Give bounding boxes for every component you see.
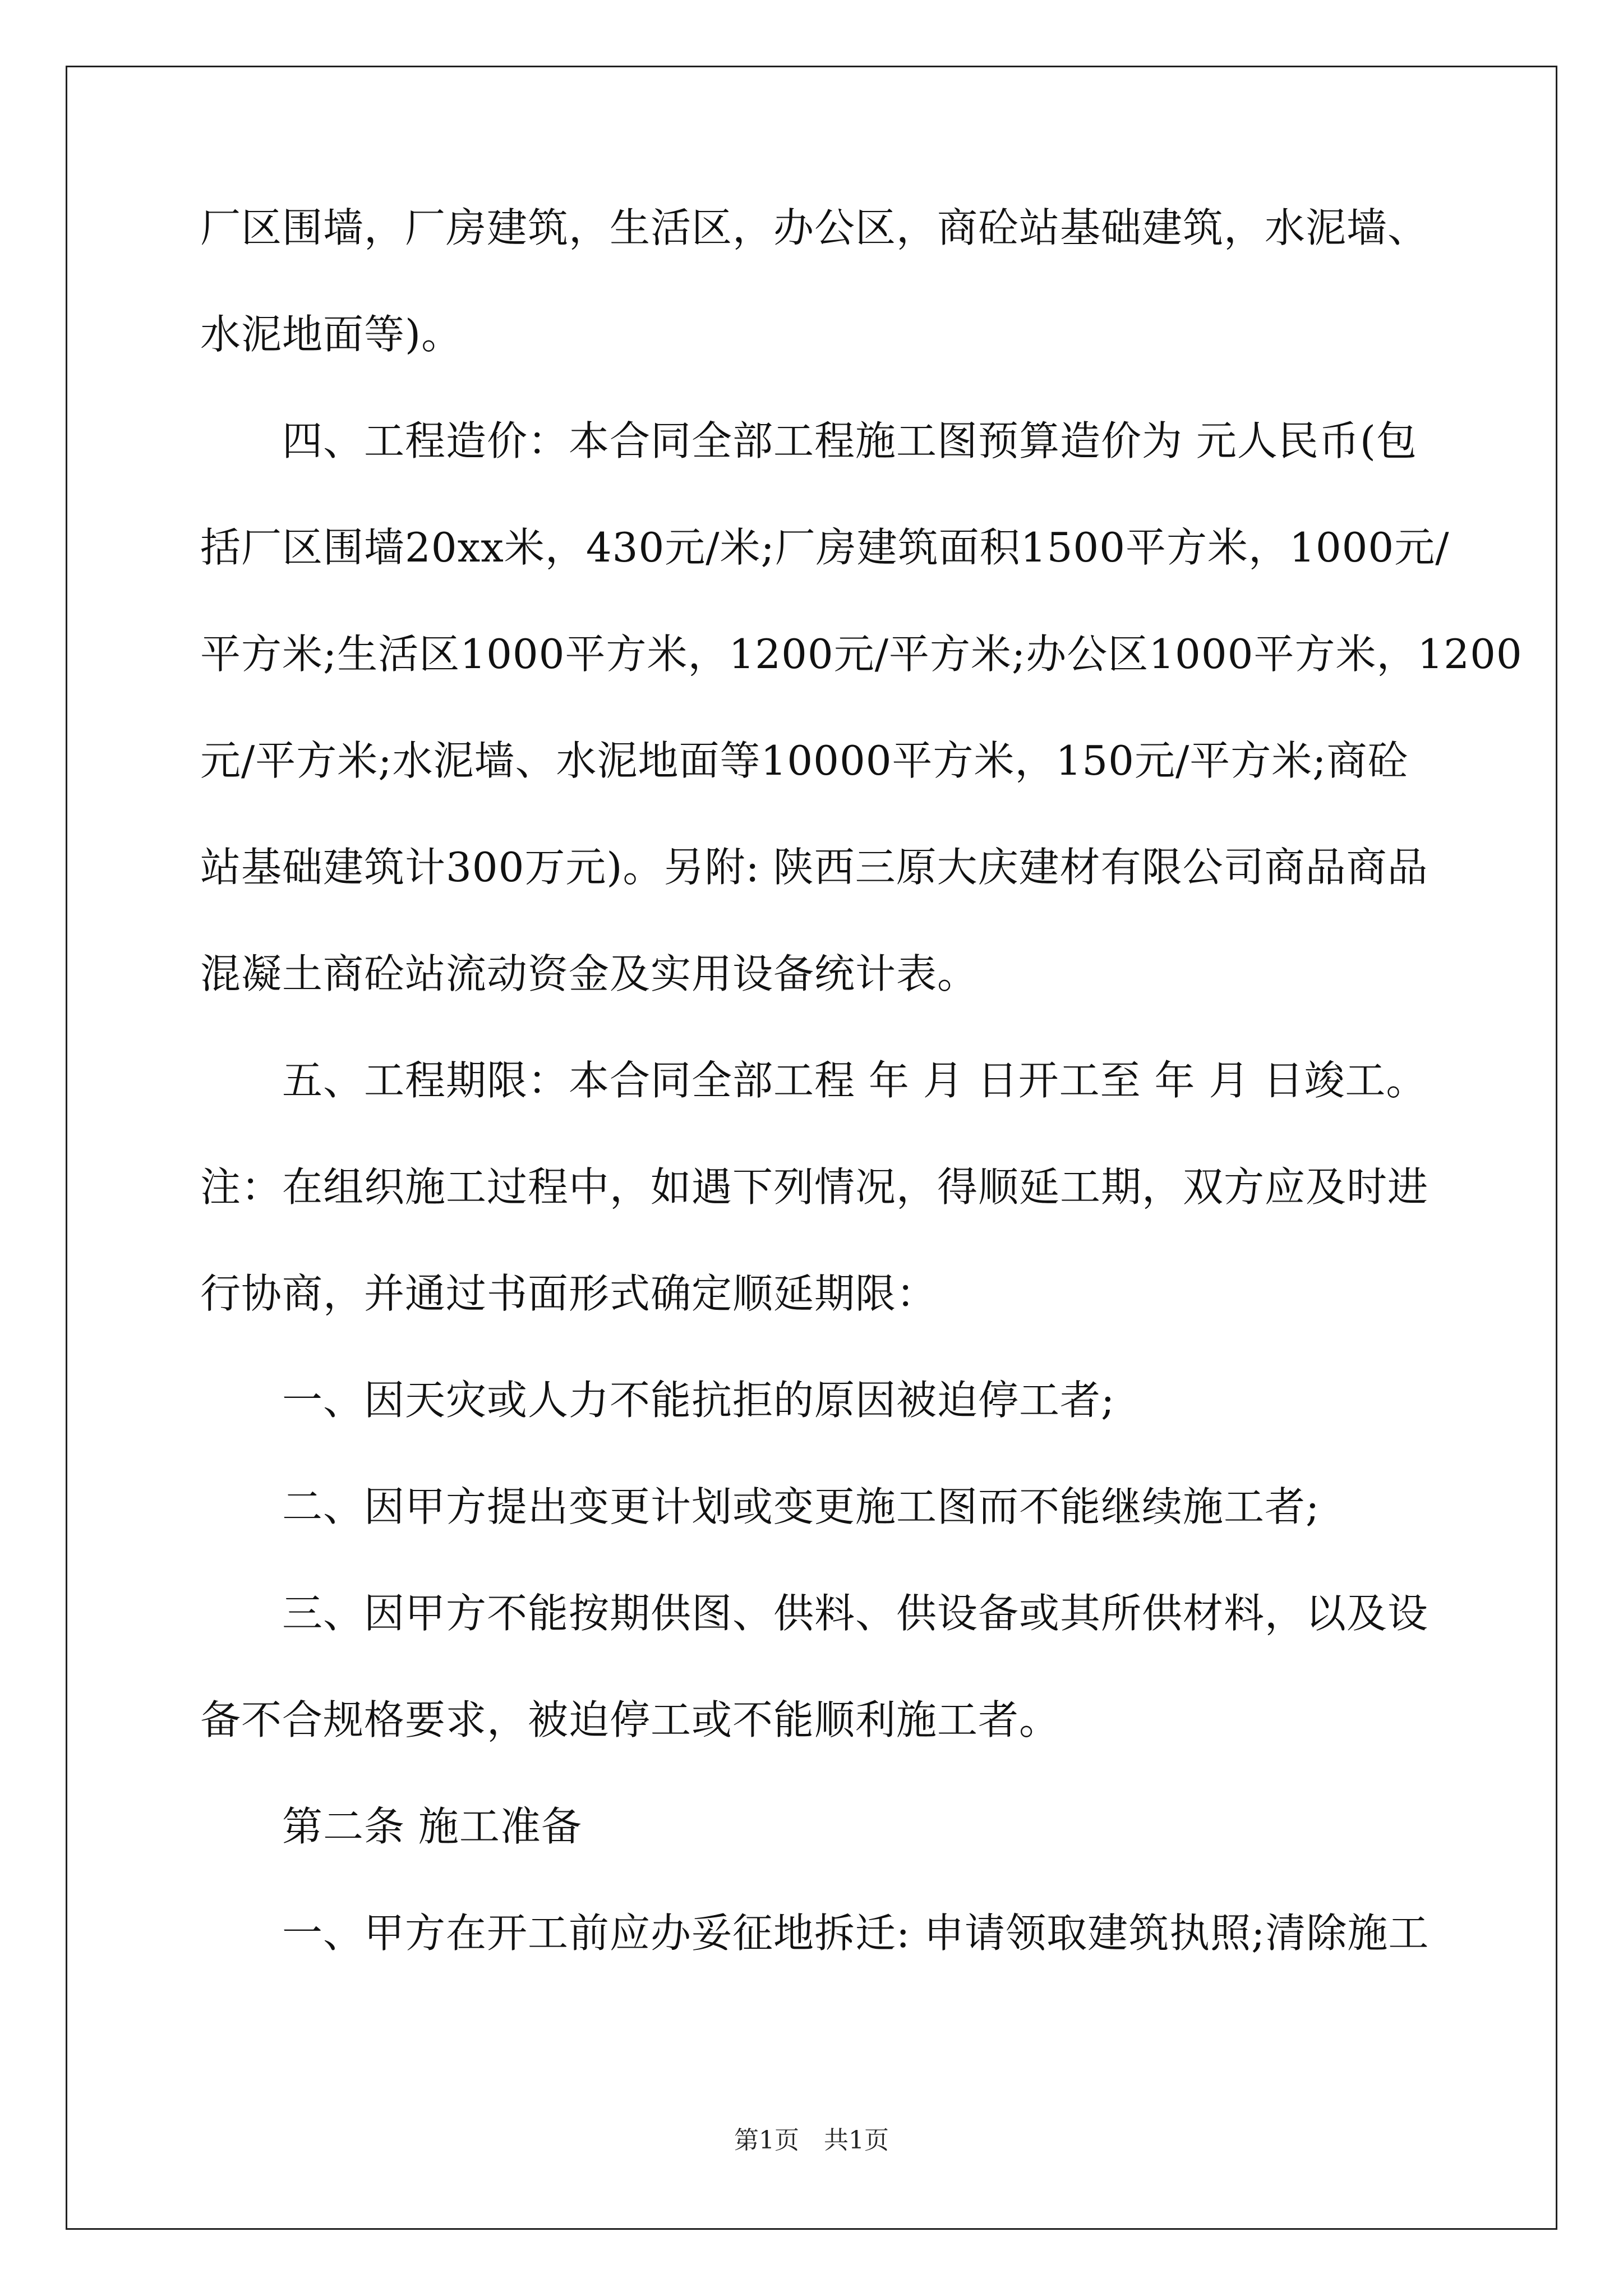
text-line: 注：在组织施工过程中，如遇下列情况，得顺延工期，双方应及时进 <box>200 1163 1429 1211</box>
text-line: 行协商，并通过书面形式确定顺延期限： <box>200 1270 938 1317</box>
section-heading: 第二条 施工准备 <box>200 1803 582 1850</box>
text-line: 五、工程期限：本合同全部工程 年 月 日开工至 年 月 日竣工。 <box>200 1057 1427 1104</box>
text-line: 平方米;生活区1000平方米，1200元/平方米;办公区1000平方米，1200 <box>200 631 1523 678</box>
text-line: 备不合规格要求，被迫停工或不能顺利施工者。 <box>200 1696 1061 1743</box>
text-line: 站基础建筑计300万元)。另附: 陕西三原大庆建材有限公司商品商品 <box>200 844 1428 891</box>
text-line: 水泥地面等)。 <box>200 311 463 358</box>
text-line: 一、甲方在开工前应办妥征地拆迁: 申请领取建筑执照;清除施工 <box>200 1910 1430 1957</box>
text-line: 混凝土商砼站流动资金及实用设备统计表。 <box>200 950 979 997</box>
text-line: 一、因天灾或人力不能抗拒的原因被迫停工者; <box>200 1377 1115 1424</box>
text-line: 括厂区围墙20xx米，430元/米;厂房建筑面积1500平方米，1000元/ <box>200 524 1450 571</box>
page-footer: 第1页 共1页 <box>734 2126 889 2155</box>
text-line: 厂区围墙，厂房建筑，生活区，办公区，商砼站基础建筑，水泥墙、 <box>200 204 1429 251</box>
page-border <box>66 66 1557 2230</box>
text-line: 元/平方米;水泥墙、水泥地面等10000平方米，150元/平方米;商砼 <box>200 737 1409 784</box>
text-line: 四、工程造价：本合同全部工程施工图预算造价为 元人民币(包 <box>200 417 1417 464</box>
text-line: 二、因甲方提出变更计划或变更施工图而不能继续施工者; <box>200 1483 1320 1530</box>
text-line: 三、因甲方不能按期供图、供料、供设备或其所供材料，以及设 <box>200 1590 1429 1637</box>
